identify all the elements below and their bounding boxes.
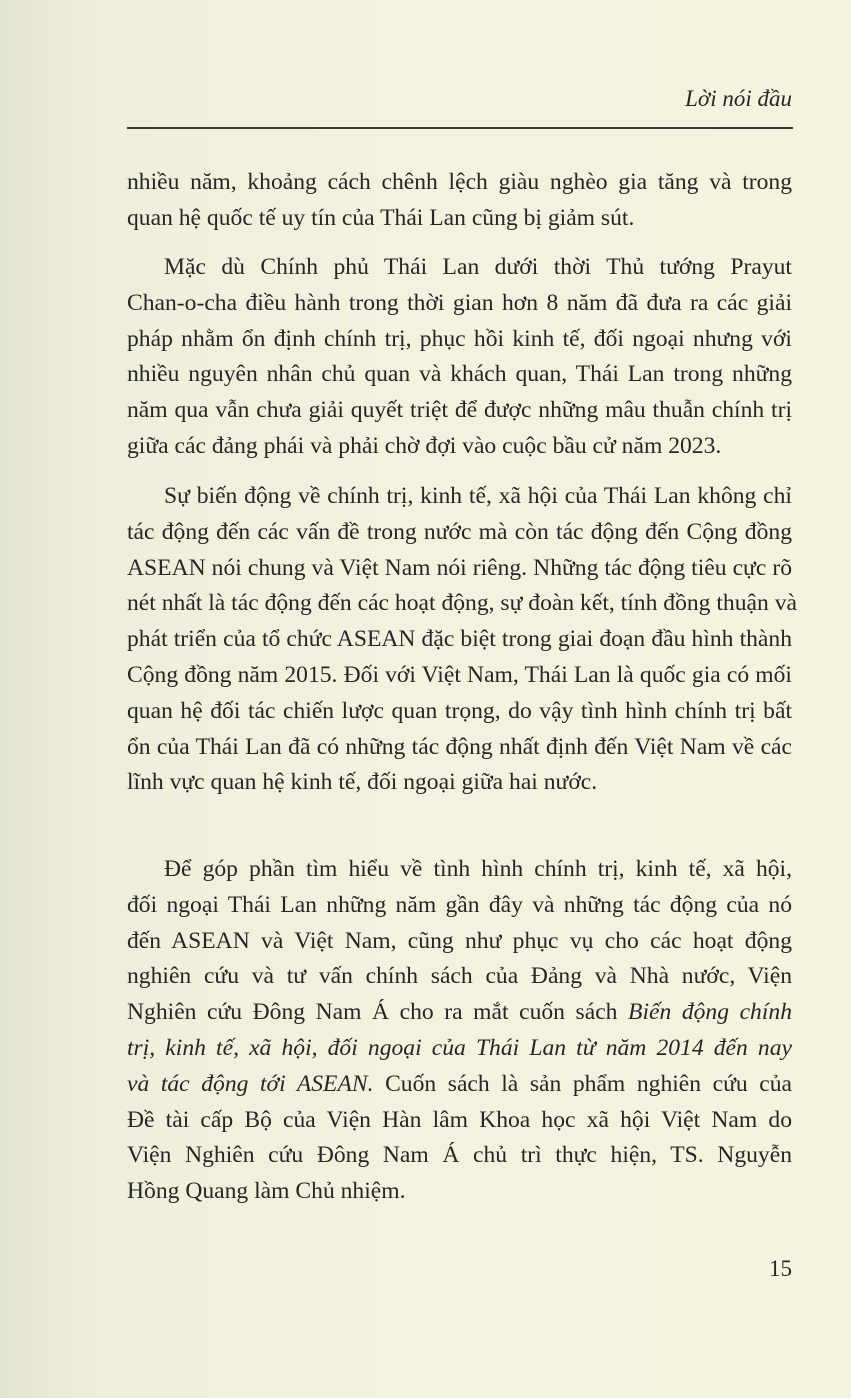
text-line [127, 622, 792, 658]
text-segment: Chan-o-cha điều hành trong thời gian hơn 8 năm đã đưa ra các giải [127, 289, 792, 316]
page-number: 15 [769, 1256, 792, 1281]
text-line [127, 694, 792, 730]
text-line [127, 1138, 792, 1174]
running-header: Lời nói đầu [685, 86, 792, 111]
header-rule [127, 127, 793, 129]
paragraph [127, 250, 792, 465]
text-segment: Cộng đồng năm 2015. Đối với Việt Nam, Thái Lan là quốc gia có mối [127, 661, 792, 688]
italic-text: Biến động chính [628, 999, 792, 1026]
text-segment: phát triển của tổ chức ASEAN đặc biệt trong giai đoạn đầu hình thành [127, 626, 792, 653]
text-segment: Nghiên cứu Đông Nam Á cho ra mắt cuốn sách [127, 999, 629, 1026]
text-segment: giữa các đảng phái và phải chờ đợi vào cuộc bầu cử năm 2023. [127, 432, 722, 459]
text-line [127, 730, 792, 766]
text-line [127, 1103, 792, 1139]
text-line [127, 1067, 792, 1103]
italic-text: trị, kinh tế, xã hội, đối ngoại của Thái Lan từ năm 2014 đến nay [127, 1034, 792, 1061]
text-line [127, 1031, 792, 1067]
text-line [127, 995, 792, 1031]
text-segment: Đề tài cấp Bộ của Viện Hàn lâm Khoa học xã hội Việt Nam do [127, 1106, 792, 1133]
paragraph [127, 165, 792, 237]
text-segment: Mặc dù Chính phủ Thái Lan dưới thời Thủ tướng Prayut [164, 254, 792, 280]
text-line [127, 393, 792, 429]
text-line [127, 888, 792, 924]
text-segment: Viện Nghiên cứu Đông Nam Á chủ trì thực hiện, TS. Nguyễn [127, 1142, 792, 1169]
text-segment: nghiên cứu và tư vấn chính sách của Đảng và Nhà nước, Viện [127, 963, 792, 990]
text-segment: Cuốn sách là sản phẩm nghiên cứu của [373, 1070, 792, 1097]
text-line [127, 201, 792, 237]
text-segment: năm qua vẫn chưa giải quyết triệt để được những mâu thuẫn chính trị [127, 397, 792, 424]
italic-text: và tác động tới ASEAN. [127, 1070, 374, 1097]
text-segment: nét nhất là tác động đến các hoạt động, sự đoàn kết, tính đồng thuận và [127, 590, 797, 617]
paragraph [127, 479, 797, 801]
text-line [127, 429, 792, 465]
text-segment: tác động đến các vấn đề trong nước mà còn tác động đến Cộng đồng [127, 518, 792, 545]
text-line [127, 551, 792, 587]
text-segment: quan hệ đối tác chiến lược quan trọng, do vậy tình hình chính trị bất [127, 697, 792, 724]
text-segment: quan hệ quốc tế uy tín của Thái Lan cũng bị giảm sút. [127, 204, 635, 231]
text-line [127, 1174, 792, 1210]
text-segment: nhiều nguyên nhân chủ quan và khách quan, Thái Lan trong những [127, 361, 792, 388]
text-line [127, 924, 792, 960]
text-line [127, 586, 797, 622]
text-line [127, 765, 792, 801]
text-line [127, 658, 792, 694]
text-segment: ASEAN nói chung và Việt Nam nói riêng. Những tác động tiêu cực rõ [127, 554, 792, 581]
text-segment: Sự biến động về chính trị, kinh tế, xã hội của Thái Lan không chỉ [164, 483, 792, 509]
text-line [127, 515, 792, 551]
text-line [127, 357, 792, 393]
paragraph [127, 852, 792, 1210]
text-segment: ổn của Thái Lan đã có những tác động nhất định đến Việt Nam về các [127, 733, 792, 760]
text-line [127, 165, 792, 201]
text-segment: đến ASEAN và Việt Nam, cũng như phục vụ cho các hoạt động [127, 927, 792, 954]
text-segment: pháp nhằm ổn định chính trị, phục hồi kinh tế, đối ngoại nhưng với [127, 325, 792, 352]
text-segment: nhiều năm, khoảng cách chênh lệch giàu nghèo gia tăng và trong [127, 169, 792, 195]
text-line [127, 852, 792, 888]
text-line [127, 479, 792, 515]
text-segment: đối ngoại Thái Lan những năm gần đây và những tác động của nó [127, 891, 792, 918]
text-line [127, 286, 792, 322]
text-segment: lĩnh vực quan hệ kinh tế, đối ngoại giữa hai nước. [127, 769, 598, 796]
text-line [127, 322, 792, 358]
text-segment: Để góp phần tìm hiểu về tình hình chính trị, kinh tế, xã hội, [164, 856, 792, 882]
text-line [127, 250, 792, 286]
text-line [127, 959, 792, 995]
text-segment: Hồng Quang làm Chủ nhiệm. [127, 1178, 406, 1205]
